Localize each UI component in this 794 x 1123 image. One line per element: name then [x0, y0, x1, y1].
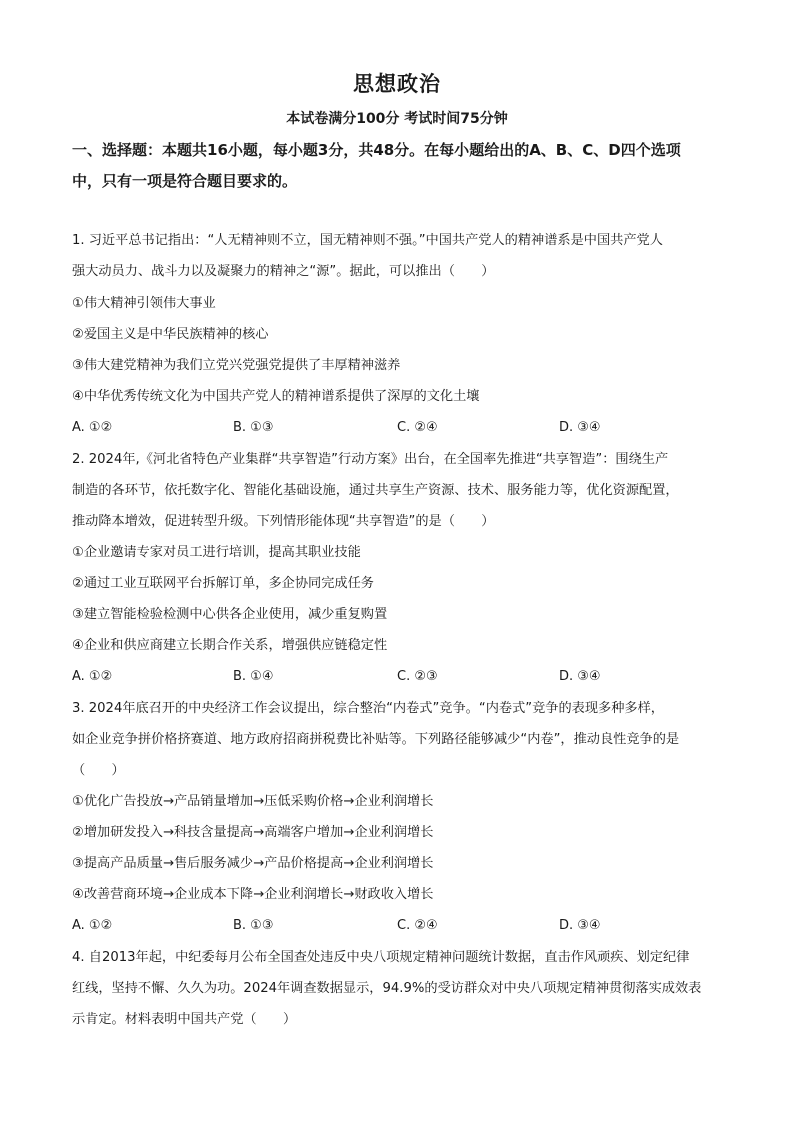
- question-3-stem: 如企业竞争拼价格挤赛道、地方政府招商拼税费比补贴等。下列路径能够减少“内卷”，推动良性竞争的是: [72, 732, 680, 747]
- question-1-stem: 强大动员力、战斗力以及凝聚力的精神之“源”。据此，可以推出（ ）: [72, 264, 495, 279]
- option-c[interactable]: C. ②③: [397, 669, 438, 684]
- page-title: 思想政治: [353, 72, 441, 96]
- question-2-stem: 2. 2024年,《河北省特色产业集群“共享智造”行动方案》出台，在全国率先推进“共享智造”：围绕生产: [72, 452, 669, 467]
- option-d[interactable]: D. ③④: [559, 669, 601, 684]
- question-2-statement: ①企业邀请专家对员工进行培训，提高其职业技能: [72, 545, 361, 560]
- question-1-stem: 1. 习近平总书记指出：“人无精神则不立，国无精神则不强。”中国共产党人的精神谱系是中国共产党人: [72, 233, 663, 248]
- question-3-statement: ③提高产品质量→售后服务减少→产品价格提高→企业利润增长: [72, 856, 434, 871]
- option-a[interactable]: A. ①②: [72, 918, 113, 933]
- question-4-stem: 4. 自2013年起，中纪委每月公布全国查处违反中央八项规定精神问题统计数据，直击作风顽疾、划定纪律: [72, 950, 690, 965]
- option-b[interactable]: B. ①④: [233, 669, 274, 684]
- question-2-statement: ④企业和供应商建立长期合作关系，增强供应链稳定性: [72, 638, 388, 653]
- question-1-statement: ①伟大精神引领伟大事业: [72, 296, 216, 311]
- option-b[interactable]: B. ①③: [233, 420, 274, 435]
- question-1-statement: ②爱国主义是中华民族精神的核心: [72, 327, 269, 342]
- option-d[interactable]: D. ③④: [559, 918, 601, 933]
- question-1-statement: ③伟大建党精神为我们立党兴党强党提供了丰厚精神滋养: [72, 358, 401, 373]
- exam-info: 本试卷满分100分 考试时间75分钟: [286, 111, 508, 127]
- option-d[interactable]: D. ③④: [559, 420, 601, 435]
- question-3-stem: （ ）: [72, 763, 125, 778]
- option-b[interactable]: B. ①③: [233, 918, 274, 933]
- option-c[interactable]: C. ②④: [397, 918, 438, 933]
- question-3-statement: ②增加研发投入→科技含量提高→高端客户增加→企业利润增长: [72, 825, 434, 840]
- section-heading-line-1: 一、选择题：本题共16小题，每小题3分，共48分。在每小题给出的A、B、C、D四个选项: [72, 141, 681, 159]
- question-4-stem: 示肯定。材料表明中国共产党（ ）: [72, 1012, 297, 1027]
- question-2-stem: 制造的各环节，依托数字化、智能化基础设施，通过共享生产资源、技术、服务能力等，优化资源配置，: [72, 483, 679, 498]
- option-c[interactable]: C. ②④: [397, 420, 438, 435]
- question-2-statement: ②通过工业互联网平台拆解订单，多企协同完成任务: [72, 576, 374, 591]
- option-a[interactable]: A. ①②: [72, 669, 113, 684]
- question-4-stem: 红线，坚持不懈、久久为功。2024年调查数据显示，94.9%的受访群众对中央八项规定精神贯彻落实成效表: [72, 981, 702, 996]
- question-3-stem: 3. 2024年底召开的中央经济工作会议提出，综合整治“内卷式”竞争。“内卷式”竞争的表现多种多样，: [72, 701, 664, 716]
- question-3-statement: ①优化广告投放→产品销量增加→压低采购价格→企业利润增长: [72, 794, 434, 809]
- option-a[interactable]: A. ①②: [72, 420, 113, 435]
- section-heading: [72, 135, 727, 197]
- section-heading-line-2: 中，只有一项是符合题目要求的。: [72, 172, 298, 190]
- question-1-statement: ④中华优秀传统文化为中国共产党人的精神谱系提供了深厚的文化土壤: [72, 389, 480, 404]
- question-2-stem: 推动降本增效，促进转型升级。下列情形能体现“共享智造”的是（ ）: [72, 514, 495, 529]
- question-2-statement: ③建立智能检验检测中心供各企业使用，减少重复购置: [72, 607, 388, 622]
- question-3-statement: ④改善营商环境→企业成本下降→企业利润增长→财政收入增长: [72, 887, 434, 902]
